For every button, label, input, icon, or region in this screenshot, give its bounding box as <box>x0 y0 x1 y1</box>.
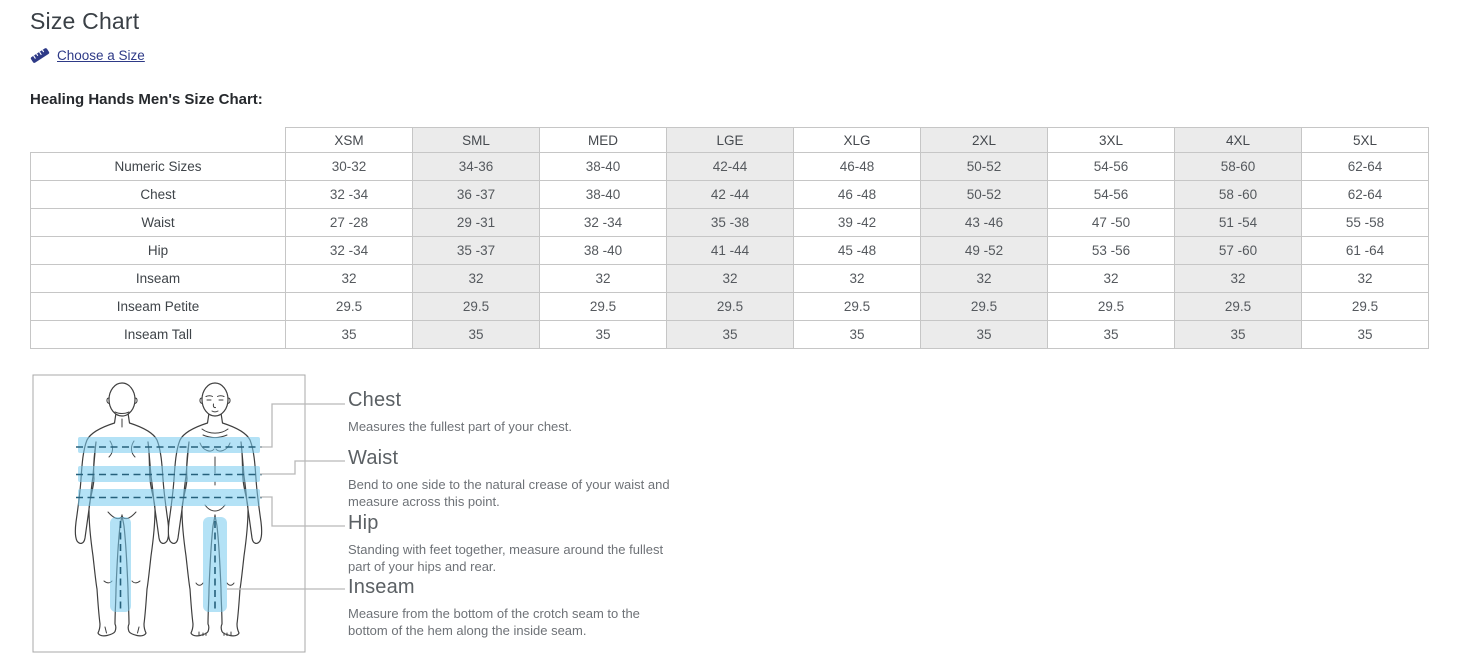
table-row <box>31 153 1429 181</box>
table-row <box>31 237 1429 265</box>
size-cell: 35 <box>413 321 540 349</box>
table-row <box>31 181 1429 209</box>
size-cell: 50-52 <box>921 153 1048 181</box>
table-row <box>31 321 1429 349</box>
size-cell: 54-56 <box>1048 181 1175 209</box>
size-cell: 46 -48 <box>794 181 921 209</box>
size-cell: 49 -52 <box>921 237 1048 265</box>
measure-label: Inseam <box>348 576 415 598</box>
measure-description: Measures the fullest part of your chest. <box>348 419 572 434</box>
size-cell: 55 -58 <box>1302 209 1429 237</box>
size-cell: 35 <box>540 321 667 349</box>
size-cell: 32 <box>1175 265 1302 293</box>
size-cell: 32 <box>794 265 921 293</box>
measure-label: Chest <box>348 389 402 411</box>
hip-connector <box>260 497 345 526</box>
measure-description: Standing with feet together, measure around the fullest part of your hips and rear. <box>348 542 664 575</box>
measure-description: Measure from the bottom of the crotch seam to the bottom of the hem along the inside seam. <box>348 606 640 639</box>
size-cell: 29.5 <box>540 293 667 321</box>
size-column-header: 2XL <box>921 128 1048 153</box>
row-label: Inseam Tall <box>31 321 286 349</box>
size-cell: 32 <box>413 265 540 293</box>
size-cell: 32 <box>921 265 1048 293</box>
size-cell: 61 -64 <box>1302 237 1429 265</box>
size-cell: 38-40 <box>540 153 667 181</box>
size-cell: 32 -34 <box>286 181 413 209</box>
size-cell: 39 -42 <box>794 209 921 237</box>
size-header-row <box>31 128 1429 153</box>
choose-size-row <box>30 47 145 64</box>
size-cell: 42-44 <box>667 153 794 181</box>
section-heading: Healing Hands Men's Size Chart: <box>30 91 263 108</box>
row-label: Inseam Petite <box>31 293 286 321</box>
size-cell: 38-40 <box>540 181 667 209</box>
size-cell: 58 -60 <box>1175 181 1302 209</box>
size-cell: 35 <box>667 321 794 349</box>
table-row <box>31 293 1429 321</box>
size-cell: 32 <box>286 265 413 293</box>
choose-size-link[interactable]: Choose a Size <box>57 48 145 63</box>
measure-label: Hip <box>348 512 379 534</box>
size-cell: 32 <box>1302 265 1429 293</box>
size-cell: 62-64 <box>1302 181 1429 209</box>
waist-connector <box>260 461 345 474</box>
size-cell: 32 -34 <box>540 209 667 237</box>
size-cell: 35 <box>1048 321 1175 349</box>
page-title: Size Chart <box>30 8 140 34</box>
size-cell: 29.5 <box>921 293 1048 321</box>
size-cell: 30-32 <box>286 153 413 181</box>
size-cell: 32 <box>1048 265 1175 293</box>
size-cell: 51 -54 <box>1175 209 1302 237</box>
chest-band <box>78 437 260 453</box>
size-cell: 29.5 <box>1048 293 1175 321</box>
size-cell: 35 -37 <box>413 237 540 265</box>
measure-guide-chest <box>348 388 680 435</box>
size-column-header: XSM <box>286 128 413 153</box>
size-cell: 35 <box>1302 321 1429 349</box>
size-column-header: 3XL <box>1048 128 1175 153</box>
size-column-header: XLG <box>794 128 921 153</box>
size-cell: 32 <box>667 265 794 293</box>
size-cell: 46-48 <box>794 153 921 181</box>
size-column-header: 4XL <box>1175 128 1302 153</box>
size-cell: 54-56 <box>1048 153 1175 181</box>
header-blank-cell <box>31 128 286 153</box>
size-cell: 57 -60 <box>1175 237 1302 265</box>
size-cell: 29.5 <box>413 293 540 321</box>
size-cell: 42 -44 <box>667 181 794 209</box>
size-cell: 35 -38 <box>667 209 794 237</box>
row-label: Hip <box>31 237 286 265</box>
size-cell: 29.5 <box>794 293 921 321</box>
table-row <box>31 265 1429 293</box>
size-column-header: SML <box>413 128 540 153</box>
size-cell: 47 -50 <box>1048 209 1175 237</box>
measure-label: Waist <box>348 447 399 469</box>
size-cell: 35 <box>921 321 1048 349</box>
size-cell: 34-36 <box>413 153 540 181</box>
size-cell: 36 -37 <box>413 181 540 209</box>
size-cell: 53 -56 <box>1048 237 1175 265</box>
chest-connector <box>260 404 345 447</box>
size-cell: 29.5 <box>1175 293 1302 321</box>
measure-description: Bend to one side to the natural crease of your waist and measure across this point. <box>348 477 670 510</box>
row-label: Chest <box>31 181 286 209</box>
size-cell: 27 -28 <box>286 209 413 237</box>
size-cell: 32 -34 <box>286 237 413 265</box>
size-cell: 50-52 <box>921 181 1048 209</box>
size-cell: 35 <box>286 321 413 349</box>
size-cell: 35 <box>794 321 921 349</box>
size-cell: 29.5 <box>667 293 794 321</box>
size-cell: 38 -40 <box>540 237 667 265</box>
size-cell: 29.5 <box>286 293 413 321</box>
measure-guide-waist <box>348 446 680 510</box>
table-row <box>31 209 1429 237</box>
size-cell: 32 <box>540 265 667 293</box>
size-cell: 41 -44 <box>667 237 794 265</box>
inseam-band-left <box>110 517 131 612</box>
measure-guide-inseam <box>348 575 680 639</box>
size-chart-table <box>30 127 1429 349</box>
size-column-header: MED <box>540 128 667 153</box>
size-column-header: LGE <box>667 128 794 153</box>
size-cell: 29.5 <box>1302 293 1429 321</box>
measure-guide-hip <box>348 511 680 575</box>
size-cell: 45 -48 <box>794 237 921 265</box>
row-label: Inseam <box>31 265 286 293</box>
size-cell: 43 -46 <box>921 209 1048 237</box>
size-cell: 62-64 <box>1302 153 1429 181</box>
ruler-icon <box>30 47 50 64</box>
size-column-header: 5XL <box>1302 128 1429 153</box>
size-cell: 35 <box>1175 321 1302 349</box>
illustration-frame <box>33 375 305 652</box>
measurement-illustration <box>30 370 350 662</box>
row-label: Numeric Sizes <box>31 153 286 181</box>
inseam-band-right <box>203 517 227 612</box>
size-cell: 29 -31 <box>413 209 540 237</box>
size-cell: 58-60 <box>1175 153 1302 181</box>
row-label: Waist <box>31 209 286 237</box>
